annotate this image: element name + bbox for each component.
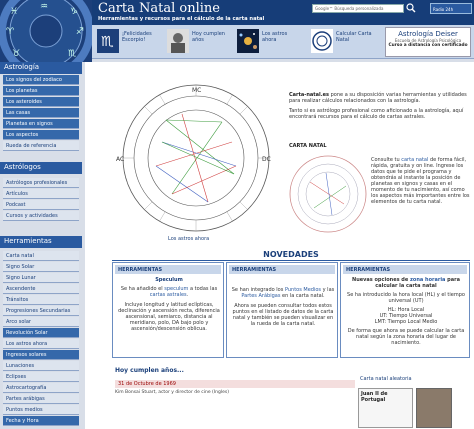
- sidebar-item-profesionales[interactable]: Astrólogos profesionales: [3, 178, 79, 188]
- search-input[interactable]: Google™ Búsqueda personalizada: [312, 4, 404, 13]
- svg-text:♏: ♏: [101, 34, 114, 50]
- card-text: Se ha añadido el: [120, 286, 165, 292]
- card-text: Se ha introducido la hora local (HL) y el tiempo universal (UT): [347, 292, 465, 304]
- planets-icon: [237, 29, 259, 53]
- svg-text:♉: ♉: [12, 49, 21, 59]
- card-text: Incluye longitud y latitud eclípticas, declinación y ascensión recta, diferencia ascensional, semiarco, distancia al meridiano, polo, DA bajo polo y ascensión/descensión oblicua.: [118, 302, 220, 332]
- sidebar-heading-astrologos: Astrólogos: [0, 162, 82, 174]
- natal-chart-thumbnail[interactable]: [286, 152, 370, 236]
- feature-label: Hoy cumplen años: [192, 31, 225, 43]
- speculum-link[interactable]: Speculum: [155, 277, 183, 283]
- news-card-speculum: HERRAMIENTAS Speculum Se ha añadido el speculum a todas las cartas astrales. Incluye longitud y latitud eclípticas, declinación y ascensión recta, diferencia ascensional, semiarco, distancia al meridiano, polo, DA bajo polo y ascensión/descensión oblicua.: [112, 262, 224, 358]
- feature-label: ¡Felicidades Escorpio!: [122, 31, 152, 43]
- sidebar-item-eclipses[interactable]: Eclipses: [3, 372, 79, 382]
- svg-text:DC: DC: [262, 156, 271, 163]
- sidebar-item-progresiones[interactable]: Progresiones Secundarias: [3, 306, 79, 316]
- sidebar-item-signo-solar[interactable]: Signo Solar: [3, 262, 79, 272]
- promo-line-2: Curso a distancia con certificado: [388, 43, 468, 48]
- consult-pre: Consulte tu: [371, 157, 402, 163]
- news-card-puntos-medios: [226, 262, 338, 358]
- birthday-person-link[interactable]: Kim Bonsai Stuart, actor y director de cine (Ingles): [115, 390, 229, 395]
- intro-text: [289, 92, 469, 124]
- random-chart-label: Carta natal aleatoria: [360, 376, 412, 382]
- intro-p2: Tanto si es astrólogo profesional como aficionado a la astrología, aquí encontrará recursos para el cálculo de cartas astrales.: [289, 108, 464, 120]
- card-text: en la carta natal.: [280, 293, 325, 299]
- card-text: para calcular la carta natal: [375, 277, 460, 289]
- consult-post: de forma fácil, rápida, gratuita y on line. Ingrese los datos que te pide el programa y obtendrás al instante la posición de planetas en signos y casas en el momento de tu nacimiento, así como los aspectos más importantes entre los elementos de tu carta natal.: [371, 157, 470, 205]
- sidebar-heading-herramientas: Herramientas: [0, 236, 82, 248]
- sidebar-item-casas[interactable]: Las casas: [3, 108, 79, 118]
- card-text: Ahora se pueden consultar todos estos puntos en el listado de datos de la carta natal y también se pueden visualizar en la rueda de la carta natal.: [232, 303, 334, 327]
- birthdays-title: Hoy cumplen años...: [115, 367, 184, 374]
- card-text: Nuevas opciones de: [352, 277, 411, 283]
- scorpio-icon: [97, 29, 119, 53]
- sidebar-item-cursos[interactable]: Cursos y actividades: [3, 211, 79, 221]
- zona-horaria-link[interactable]: zona horaria: [410, 277, 446, 283]
- sidebar-item-astros-ahora[interactable]: Los astros ahora: [3, 339, 79, 349]
- sidebar-item-signo-lunar[interactable]: Signo Lunar: [3, 273, 79, 283]
- sidebar-item-planetas-en-signos[interactable]: Planetas en signos: [3, 119, 79, 129]
- sidebar-item-arco-solar[interactable]: Arco solar: [3, 317, 79, 327]
- feature-calcular-carta[interactable]: [311, 27, 381, 57]
- consult-text: [371, 157, 471, 205]
- svg-text:♐: ♐: [76, 27, 85, 37]
- natal-chart-wheel[interactable]: [112, 82, 280, 234]
- svg-text:♑: ♑: [70, 7, 79, 17]
- sidebar-item-lunaciones[interactable]: Lunaciones: [3, 361, 79, 371]
- intro-brand[interactable]: Carta-natal.es: [289, 92, 330, 98]
- svg-text:♈: ♈: [6, 27, 15, 37]
- sidebar-item-revolucion-solar[interactable]: Revolución Solar: [3, 328, 79, 338]
- sidebar-item-transitos[interactable]: Tránsitos: [3, 295, 79, 305]
- feature-label: Los astros ahora: [262, 31, 288, 43]
- natal-chart-icon: [311, 29, 333, 53]
- sidebar-item-puntos-medios[interactable]: Puntos medios: [3, 405, 79, 415]
- svg-text:MC: MC: [192, 87, 202, 94]
- random-chart-name: Juan II de Portugal: [361, 391, 388, 403]
- feature-cumpleanos[interactable]: [167, 27, 235, 57]
- sidebar-item-podcast[interactable]: Podcast: [3, 200, 79, 210]
- card-text: De forma que ahora se puede calcular la carta natal según la zona horaria del lugar de nacimiento.: [347, 328, 465, 346]
- site-subtitle: Herramientas y recursos para el cálculo de la carta natal: [98, 16, 265, 22]
- chart-caption-link[interactable]: Los astros ahora: [168, 236, 210, 242]
- sidebar-item-aspectos[interactable]: Los aspectos: [3, 130, 79, 140]
- site-title[interactable]: Carta Natal online: [98, 1, 220, 16]
- site-logo-zodiac-wheel[interactable]: [0, 0, 92, 62]
- promo-brand: Astrología Deiser: [398, 30, 458, 38]
- sidebar-item-ascendente[interactable]: Ascendente: [3, 284, 79, 294]
- card-text: a todas las: [188, 286, 218, 292]
- svg-text:♒: ♒: [40, 2, 49, 12]
- sidebar-item-carta-natal[interactable]: Carta natal: [3, 251, 79, 261]
- card-text: y las: [321, 287, 335, 293]
- svg-text:♏: ♏: [68, 49, 77, 59]
- birthday-portrait-icon: [167, 29, 189, 53]
- partes-arabigas-link[interactable]: Partes Arábigas: [241, 293, 281, 299]
- promo-banner[interactable]: [385, 27, 471, 57]
- feature-astros-ahora[interactable]: [237, 27, 305, 57]
- portrait-image[interactable]: [416, 388, 452, 428]
- birthday-date: 31 de Octubre de 1969: [115, 380, 355, 388]
- intro-p1: pone a su disposición varias herramientas y utilidades para realizar cálculos relacionados con la astrología.: [289, 92, 467, 104]
- sidebar-item-asteroides[interactable]: Los asteroides: [3, 97, 79, 107]
- radio-button[interactable]: Radio 24h: [430, 3, 472, 14]
- sidebar-item-signos[interactable]: Los signos del zodiaco: [3, 75, 79, 85]
- svg-text:AC: AC: [116, 156, 125, 163]
- news-card-zona-horaria: [340, 262, 470, 358]
- carta-natal-heading: CARTA NATAL: [289, 143, 327, 149]
- sidebar-item-partes-arabigas[interactable]: Partes arábigas: [3, 394, 79, 404]
- card-text: UT: Tiempo Universal: [379, 313, 433, 319]
- cartas-astrales-link[interactable]: cartas astrales: [149, 292, 187, 298]
- sidebar-item-articulos[interactable]: Artículos: [3, 189, 79, 199]
- card-header: HERRAMIENTAS: [229, 265, 335, 274]
- puntos-medios-link[interactable]: Puntos Medios: [284, 287, 322, 293]
- card-text: Se han integrado los: [231, 287, 285, 293]
- carta-natal-link[interactable]: carta natal: [401, 157, 429, 163]
- novedades-divider: [112, 260, 470, 261]
- svg-text:♓: ♓: [10, 7, 19, 17]
- random-chart-card[interactable]: [358, 388, 413, 428]
- feature-escorpio[interactable]: [97, 27, 165, 57]
- card-header: HERRAMIENTAS: [343, 265, 467, 274]
- card-text: HL: Hora Local: [387, 307, 425, 313]
- sidebar-item-astrocartografia[interactable]: Astrocartografía: [3, 383, 79, 393]
- sidebar-item-fecha-hora[interactable]: Fecha y Hora: [3, 416, 79, 426]
- feature-label: Calcular Carta Natal: [336, 31, 372, 43]
- promo-line-1: Escuela de Astrología Psicológica: [394, 38, 462, 43]
- card-header: HERRAMIENTAS: [115, 265, 221, 274]
- sidebar-item-ingresos-solares[interactable]: Ingresos solares: [3, 350, 79, 360]
- sidebar-item-planetas[interactable]: Los planetas: [3, 86, 79, 96]
- novedades-title: NOVEDADES: [263, 250, 319, 259]
- speculum-inline-link[interactable]: speculum: [164, 286, 189, 292]
- sidebar-item-rueda[interactable]: Rueda de referencia: [3, 141, 79, 151]
- sidebar-heading-astrologia: Astrología: [0, 62, 82, 74]
- card-text: LMT: Tiempo Local Medio: [374, 319, 438, 325]
- search-icon[interactable]: [406, 3, 416, 13]
